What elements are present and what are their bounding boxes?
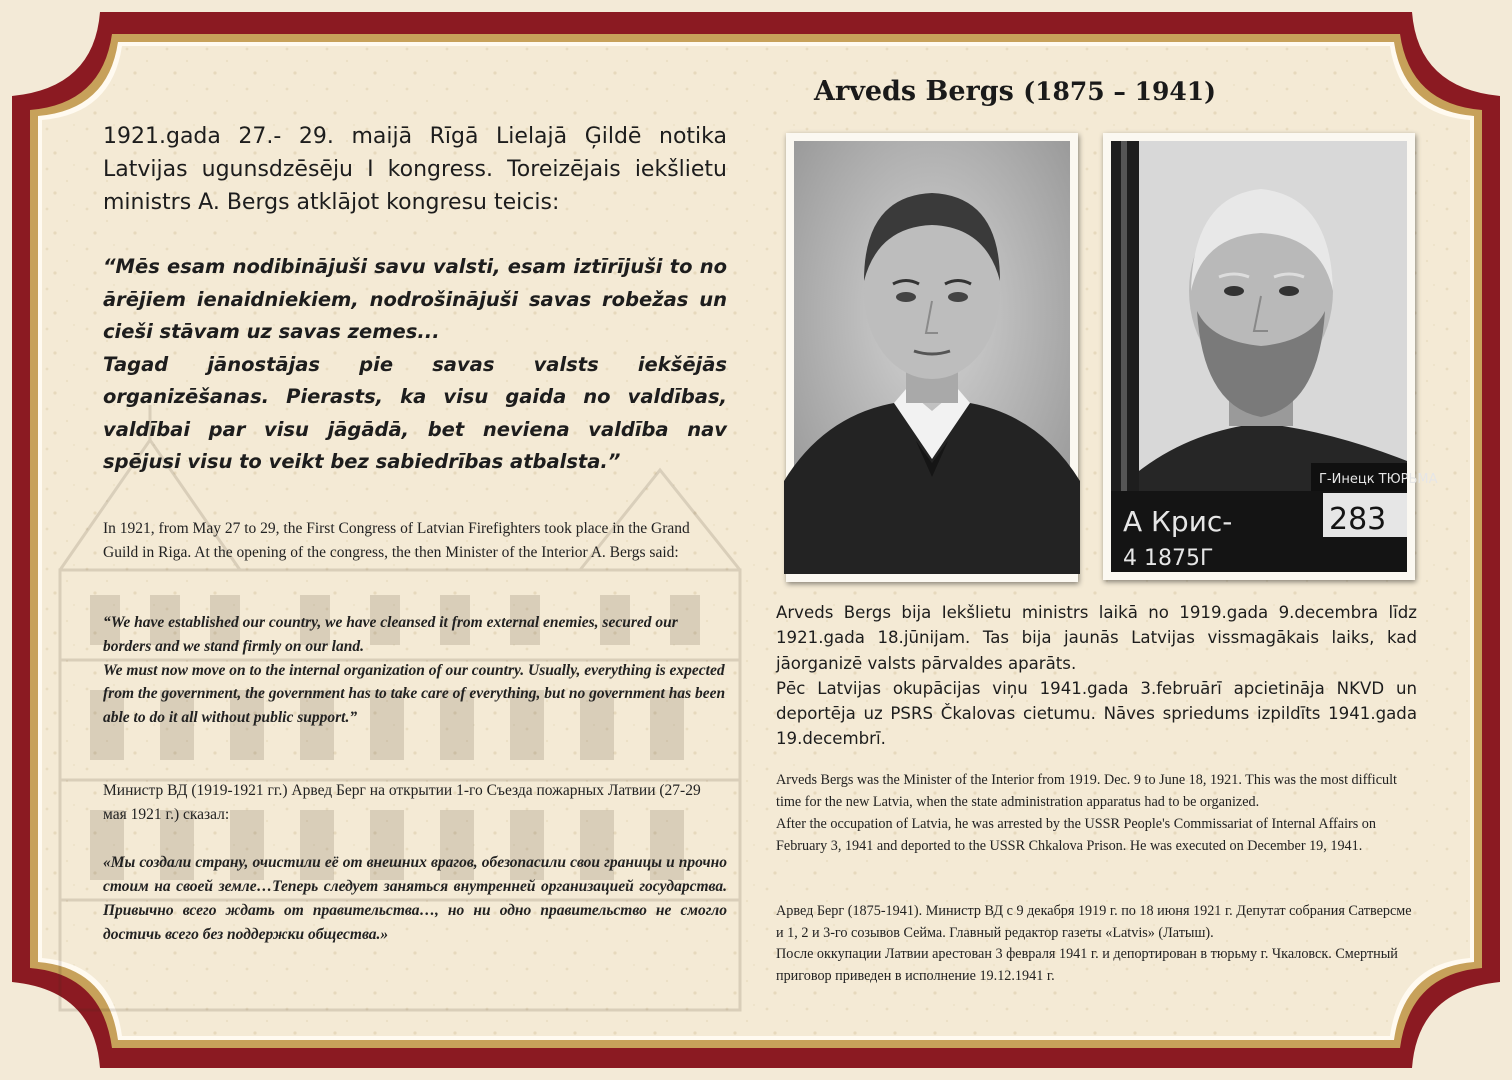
sign-text-bottom: 4 1875Г xyxy=(1123,546,1214,571)
latvian-bio-part2: Pēc Latvijas okupācijas viņu 1941.gada 3.februārī apcietināja NKVD un deportēja uz PSRS Čkalovas cietumu. Nāves spriedums izpildīts 1941.gada 19.decembrī. xyxy=(776,678,1417,749)
latvian-quote-part2: Tagad jānostājas pie savas valsts iekšējās organizēšanas. Pierasts, ka visu gaida no valdības, valdībai par visu jāgādā, bet neviena valdība nav spējusi visu to veikt bez sabiedrības atbalsta.” xyxy=(103,352,727,473)
person-name: Arveds Bergs xyxy=(814,76,1014,107)
page-title xyxy=(790,76,1240,107)
sign-text-top: Г-Инецк ТЮРЬМА xyxy=(1319,472,1438,487)
sign-number: 283 xyxy=(1329,502,1387,537)
latvian-bio-part1: Arveds Bergs bija Iekšlietu ministrs laikā no 1919.gada 9.decembra līdz 1921.gada 18.jūnijam. Tas bija jaunās Latvijas vissmagākais laiks, kad jāorganizē valsts pārvaldes aparāts. xyxy=(776,603,1417,673)
russian-intro: Министр ВД (1919-1921 гг.) Арвед Берг на открытии 1-го Съезда пожарных Латвии (27-29 мая 1921 г.) сказал: xyxy=(103,782,701,823)
sign-text-mid: А Крис- xyxy=(1123,505,1233,538)
portrait-image xyxy=(794,141,1070,574)
english-biography xyxy=(776,769,1417,857)
english-quote xyxy=(103,611,727,730)
russian-bio-part1: Арвед Берг (1875-1941). Министр ВД с 9 декабря 1919 г. по 18 июня 1921 г. Депутат собрания Сатверсме и 1, 2 и 3-го созывов Сейма. Главный редактор газеты «Latvis» (Латыш). xyxy=(776,903,1412,941)
latvian-biography xyxy=(776,600,1417,752)
latvian-quote xyxy=(103,251,727,479)
russian-bio-part2: После оккупации Латвии арестован 3 февраля 1941 г. и депортирован в тюрьму г. Чкаловск. Смертный приговор приведен в исполнение 19.12.1941 г. xyxy=(776,946,1398,984)
russian-biography xyxy=(776,901,1417,987)
english-bio-part2: After the occupation of Latvia, he was arrested by the USSR People's Commissariat of Internal Affairs on February 3, 1941 and deported to the USSR Chkalova Prison. He was executed on December 19, 1941. xyxy=(776,816,1376,854)
english-bio-part1: Arveds Bergs was the Minister of the Interior from 1919. Dec. 9 to June 18, 1921. This was the most difficult time for the new Latvia, when the state administration apparatus had to be organized. xyxy=(776,772,1398,810)
english-quote-part1: “We have established our country, we have cleansed it from external enemies, secured our borders and we stand firmly on our land. xyxy=(103,614,678,655)
mugshot-image xyxy=(1111,141,1438,572)
latvian-quote-part1: “Mēs esam nodibinājuši savu valsti, esam iztīrījuši to no ārējiem ienaidniekiem, nodrošinājuši savas robežas un cieši stāvam uz savas zemes... xyxy=(103,255,727,343)
mugshot-photo xyxy=(1103,133,1438,580)
english-intro: In 1921, from May 27 to 29, the First Congress of Latvian Firefighters took place in the Grand Guild in Riga. At the opening of the congress, the then Minister of the Interior A. Bergs said: xyxy=(103,520,690,561)
life-years: (1875 – 1941) xyxy=(1023,77,1216,106)
english-quote-part2: We must now move on to the internal organization of our country. Usually, everything is expected from the government, the government has to take care of everything, but no government has been able to do it all without public support.” xyxy=(103,661,726,727)
latvian-intro: 1921.gada 27.- 29. maijā Rīgā Lielajā Ģildē notika Latvijas ugunsdzēsēju I kongress. Toreizējais iekšlietu ministrs A. Bergs atklājot kongresu teicis: xyxy=(103,124,727,215)
russian-quote: «Мы создали страну, очистили её от внешних врагов, обезопасили свои границы и прочно стоим на своей земле…Теперь следует заняться внутренней организацией государства. Привычно всего ждать от правительства…, но ни одно правительство не смогло достичь всего без поддержки общества.» xyxy=(103,854,727,943)
portrait-photo xyxy=(786,133,1078,582)
